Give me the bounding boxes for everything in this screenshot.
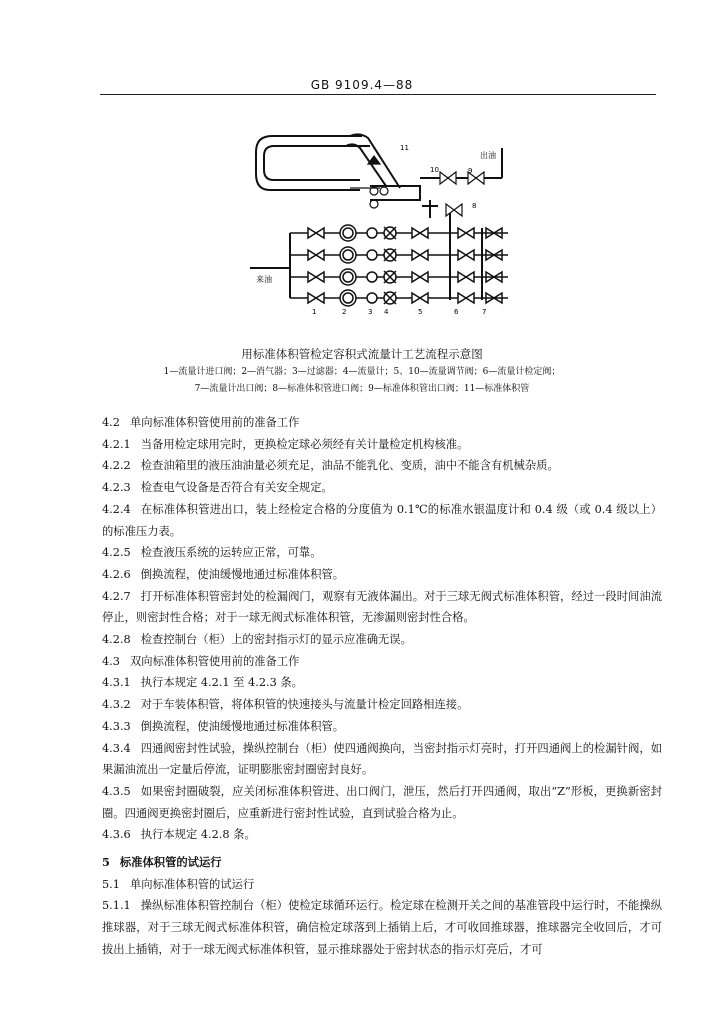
paragraph-text: 操纵标准体积管控制台（柜）使检定球循环运行。检定球在检测开关之间的基准管段中运行时，不能操纵推球器，对于三球无阀式标准体积管，确信检定球落到上插销上后，才可收回推球器，推球器完全收回后，才可拔出上插销，对于一球无阀式标准体积管，显示推球器处于密封状态的指示灯亮后，才可 (102, 899, 662, 956)
paragraph-5-1-1 (102, 895, 662, 960)
label-3: 3 (368, 308, 373, 316)
paragraph-text: 检查电气设备是否符合有关安全规定。 (140, 481, 333, 495)
paragraph-4-2-8 (102, 629, 662, 651)
label-11: 11 (400, 144, 409, 152)
figure-caption-line-1: 1—流量计进口阀；2—消气器；3—过滤器；4—流量计；5、10—流量调节阀；6—流量计检定阀； (163, 367, 561, 377)
body-text (102, 412, 662, 961)
paragraph-text: 检查液压系统的运转应正常，可靠。 (140, 546, 322, 560)
label-9: 9 (468, 167, 473, 175)
paragraph-number: 4.2.7 (102, 589, 131, 603)
inlet-label: 来油 (256, 275, 272, 284)
paragraph-text: 检查油箱里的液压油油量必须充足，油品不能乳化、变质，油中不能含有机械杂质。 (140, 459, 559, 473)
figure-caption-line-2: 7—流量计出口阀；8—标准体积管进口阀；9—标准体积管出口阀；11—标准体积管 (194, 384, 530, 394)
paragraph-4-3-3 (102, 716, 662, 738)
paragraph-4-2-5 (102, 542, 662, 564)
label-7: 7 (482, 308, 487, 316)
paragraph-number: 4.2.5 (102, 546, 131, 560)
paragraph-text: 倒换流程，使油缓慢地通过标准体积管。 (140, 719, 345, 733)
label-8: 8 (472, 202, 477, 210)
paragraph-4-2-3 (102, 477, 662, 499)
paragraph-4-2-1 (102, 434, 662, 456)
paragraph-number: 5.1.1 (102, 899, 131, 913)
paragraph-text: 打开标准体积管密封处的检漏阀门，观察有无液体漏出。对于三球无阀式标准体积管，经过一段时间油流停止，则密封性合格；对于一球无阀式标准体积管，无渗漏则密封性合格。 (102, 589, 662, 625)
paragraph-5-1 (102, 874, 662, 896)
paragraph-number: 4.3 (102, 654, 120, 668)
paragraph-4-2-4 (102, 499, 662, 542)
process-flow-diagram (250, 128, 520, 328)
paragraph-text: 如果密封圈破裂，应关闭标准体积管进、出口阀门，泄压，然后打开四通阀，取出“Z”形板，更换新密封圈。四通阀更换密封圈后，应重新进行密封性试验，直到试验合格为止。 (102, 784, 662, 820)
paragraph-text: 倒换流程，使油缓慢地通过标准体积管。 (140, 567, 345, 581)
paragraph-number: 4.2.4 (102, 502, 131, 516)
paragraph-5 (102, 852, 662, 874)
paragraph-4-3-1 (102, 672, 662, 694)
label-6: 6 (454, 308, 459, 316)
paragraph-4-3-4 (102, 738, 662, 781)
paragraph-text: 检查控制台（柜）上的密封指示灯的显示应准确无误。 (140, 633, 412, 647)
prover-loop-top (264, 146, 370, 180)
paragraph-text: 双向标准体积管使用前的准备工作 (129, 654, 300, 668)
paragraph-number: 4.2.1 (102, 437, 131, 451)
paragraph-4-2 (102, 412, 662, 434)
paragraph-text: 标准体积管的试运行 (119, 855, 222, 870)
paragraph-number: 4.3.3 (102, 719, 131, 733)
paragraph-text: 在标准体积管进出口，装上经检定合格的分度值为 0.1℃的标准水银温度计和 0.4 级（或 0.4 级以上）的标准压力表。 (102, 502, 662, 538)
label-2: 2 (342, 308, 347, 316)
paragraph-4-3-5 (102, 781, 662, 824)
header-rule (100, 94, 656, 95)
paragraph-number: 4.2.2 (102, 459, 131, 473)
figure-title: 用标准体积管检定容积式流量计工艺流程示意图 (241, 347, 483, 361)
page-header: GB 9109.4—88 (310, 78, 414, 92)
paragraph-text: 执行本规定 4.2.1 至 4.2.3 条。 (140, 676, 303, 690)
paragraph-number: 4.2.6 (102, 567, 131, 581)
paragraph-number: 4.3.4 (102, 741, 131, 755)
paragraph-4-2-2 (102, 455, 662, 477)
paragraph-number: 4.2.8 (102, 633, 131, 647)
paragraph-4-2-6 (102, 564, 662, 586)
paragraph-4-3-6 (102, 824, 662, 846)
outlet-label: 出油 (480, 151, 496, 160)
paragraph-text: 对于车装体积管，将体积管的快速接头与流量计检定回路相连接。 (140, 698, 469, 712)
paragraph-4-3 (102, 651, 662, 673)
paragraph-number: 4.3.1 (102, 676, 131, 690)
paragraph-4-3-2 (102, 694, 662, 716)
paragraph-text: 执行本规定 4.2.8 条。 (140, 828, 256, 842)
paragraph-number: 4.3.5 (102, 784, 131, 798)
label-4: 4 (384, 308, 389, 316)
paragraph-number: 5.1 (102, 877, 120, 891)
label-1: 1 (312, 308, 317, 316)
label-10: 10 (430, 166, 439, 174)
label-5: 5 (418, 308, 423, 316)
paragraph-4-2-7 (102, 586, 662, 629)
paragraph-text: 单向标准体积管的试运行 (129, 877, 255, 891)
paragraph-text: 单向标准体积管使用前的准备工作 (129, 416, 300, 429)
paragraph-number: 4.3.6 (102, 828, 131, 842)
paragraph-text: 四通阀密封性试验，操纵控制台（柜）使四通阀换向，当密封指示灯亮时，打开四通阀上的检漏针阀，如果漏油流出一定量后停流，证明膨胀密封圈密封良好。 (102, 741, 662, 777)
paragraph-number: 5 (102, 855, 110, 870)
paragraph-number: 4.2.3 (102, 481, 131, 495)
prover-loop-outer (256, 136, 362, 190)
paragraph-number: 4.3.2 (102, 698, 131, 712)
paragraph-text: 当备用检定球用完时，更换检定球必须经有关计量检定机构核准。 (140, 437, 469, 451)
paragraph-number: 4.2 (102, 416, 120, 429)
